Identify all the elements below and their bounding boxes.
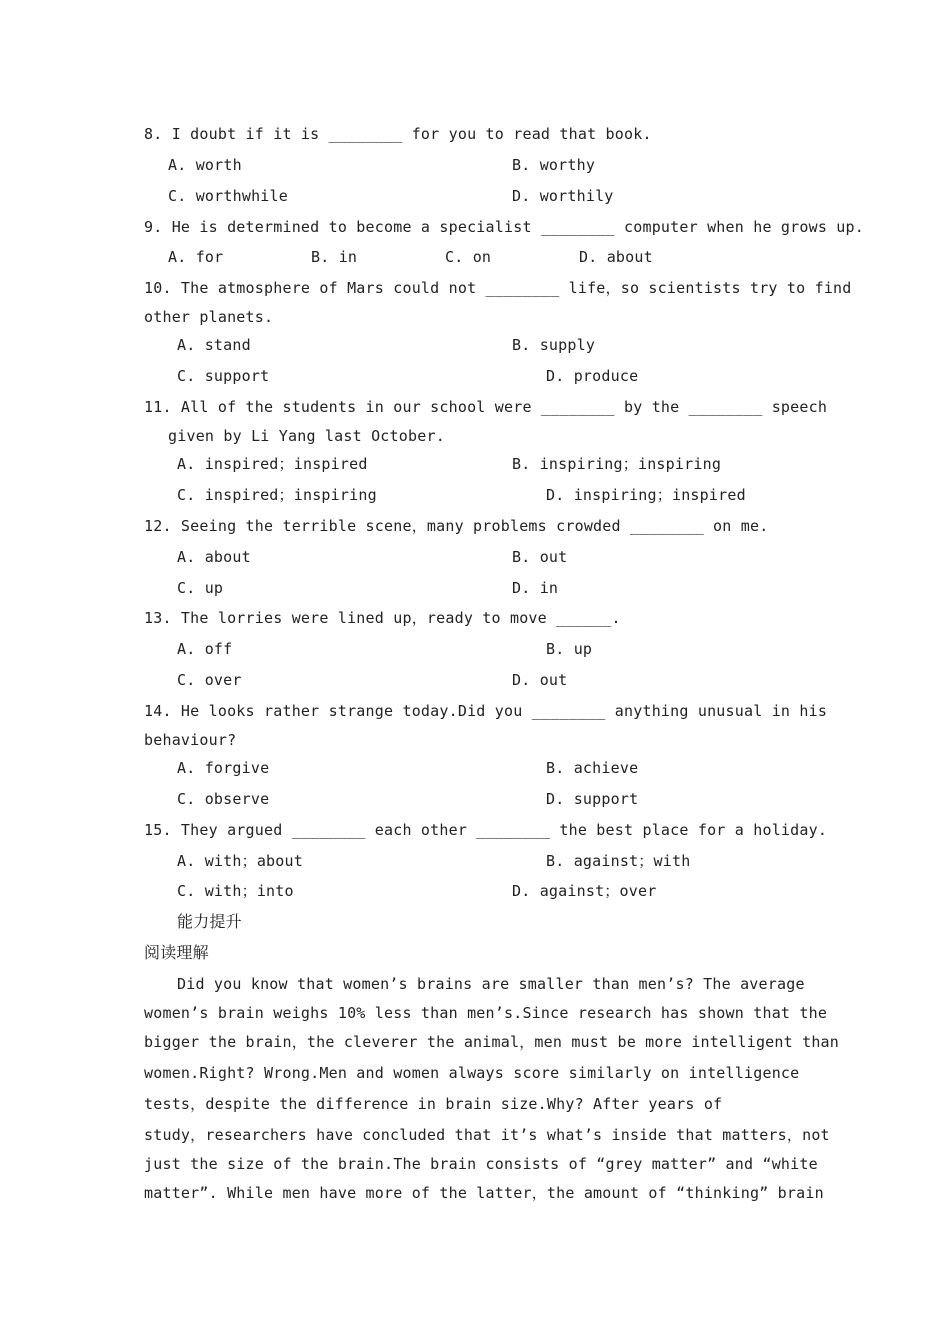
question-10-option-d: D. produce (546, 367, 639, 385)
question-10-stem: 10. The atmosphere of Mars could not ________ life，so scientists try to find (144, 279, 852, 297)
question-10-option-a: A. stand (177, 336, 251, 354)
question-8-stem: 8. I doubt if it is ________ for you to read that book. (144, 125, 652, 143)
question-8-option-a: A. worth (168, 156, 242, 174)
question-14-option-a: A. forgive (177, 759, 270, 777)
question-13-stem: 13. The lorries were lined up，ready to move ______. (144, 609, 621, 627)
question-10-option-c: C. support (177, 367, 270, 385)
passage-line: Did you know that women’s brains are smaller than men’s? The average (177, 975, 805, 993)
question-9-option-a: A. for (168, 248, 224, 266)
question-8-option-b: B. worthy (512, 156, 596, 174)
passage-line: study，researchers have concluded that it’s what’s inside that matters，not (144, 1126, 830, 1144)
passage-line: bigger the brain，the cleverer the animal，men must be more intelligent than (144, 1033, 840, 1051)
question-12-option-c: C. up (177, 579, 224, 597)
passage-line: women.Right? Wrong.Men and women always score similarly on intelligence (144, 1064, 800, 1082)
question-14-option-d: D. support (546, 790, 639, 808)
question-12-option-a: A. about (177, 548, 251, 566)
passage-line: women’s brain weighs 10% less than men’s.Since research has shown that the (144, 1004, 828, 1022)
question-15-option-b: B. against；with (546, 852, 691, 870)
question-11-option-c: C. inspired；inspiring (177, 486, 377, 504)
question-12-option-b: B. out (512, 548, 568, 566)
question-14-stem-continued: behaviour? (144, 731, 237, 749)
question-13-option-a: A. off (177, 640, 233, 658)
question-15-stem: 15. They argued ________ each other ________ the best place for a holiday. (144, 821, 828, 839)
question-9-option-d: D. about (579, 248, 653, 266)
question-13-option-b: B. up (546, 640, 593, 658)
passage-line: tests，despite the difference in brain size.Why? After years of (144, 1095, 723, 1113)
question-11-option-b: B. inspiring；inspiring (512, 455, 722, 473)
question-13-option-d: D. out (512, 671, 568, 689)
question-11-stem-continued: given by Li Yang last October. (168, 427, 445, 445)
question-12-stem: 12. Seeing the terrible scene，many problems crowded ________ on me. (144, 517, 769, 535)
question-13-option-c: C. over (177, 671, 242, 689)
question-11-option-d: D. inspiring；inspired (546, 486, 746, 504)
question-15-option-d: D. against；over (512, 882, 657, 900)
passage-line: just the size of the brain.The brain consists of “grey matter” and “white (144, 1155, 818, 1173)
question-9-option-b: B. in (311, 248, 358, 266)
question-14-option-c: C. observe (177, 790, 270, 808)
question-14-stem: 14. He looks rather strange today.Did you ________ anything unusual in his (144, 702, 828, 720)
question-11-option-a: A. inspired；inspired (177, 455, 368, 473)
subsection-title: 阅读理解 (144, 943, 209, 962)
question-15-option-c: C. with；into (177, 882, 294, 900)
question-8-option-c: C. worthwhile (168, 187, 288, 205)
question-11-stem: 11. All of the students in our school were ________ by the ________ speech (144, 398, 828, 416)
question-10-option-b: B. supply (512, 336, 596, 354)
question-15-option-a: A. with；about (177, 852, 303, 870)
question-12-option-d: D. in (512, 579, 559, 597)
question-9-option-c: C. on (445, 248, 492, 266)
question-8-option-d: D. worthily (512, 187, 614, 205)
question-9-stem: 9. He is determined to become a specialist ________ computer when he grows up. (144, 218, 864, 236)
question-14-option-b: B. achieve (546, 759, 639, 777)
passage-line: matter”. While men have more of the latter，the amount of “thinking” brain (144, 1184, 824, 1202)
question-10-stem-continued: other planets. (144, 308, 274, 326)
section-title: 能力提升 (177, 912, 242, 931)
